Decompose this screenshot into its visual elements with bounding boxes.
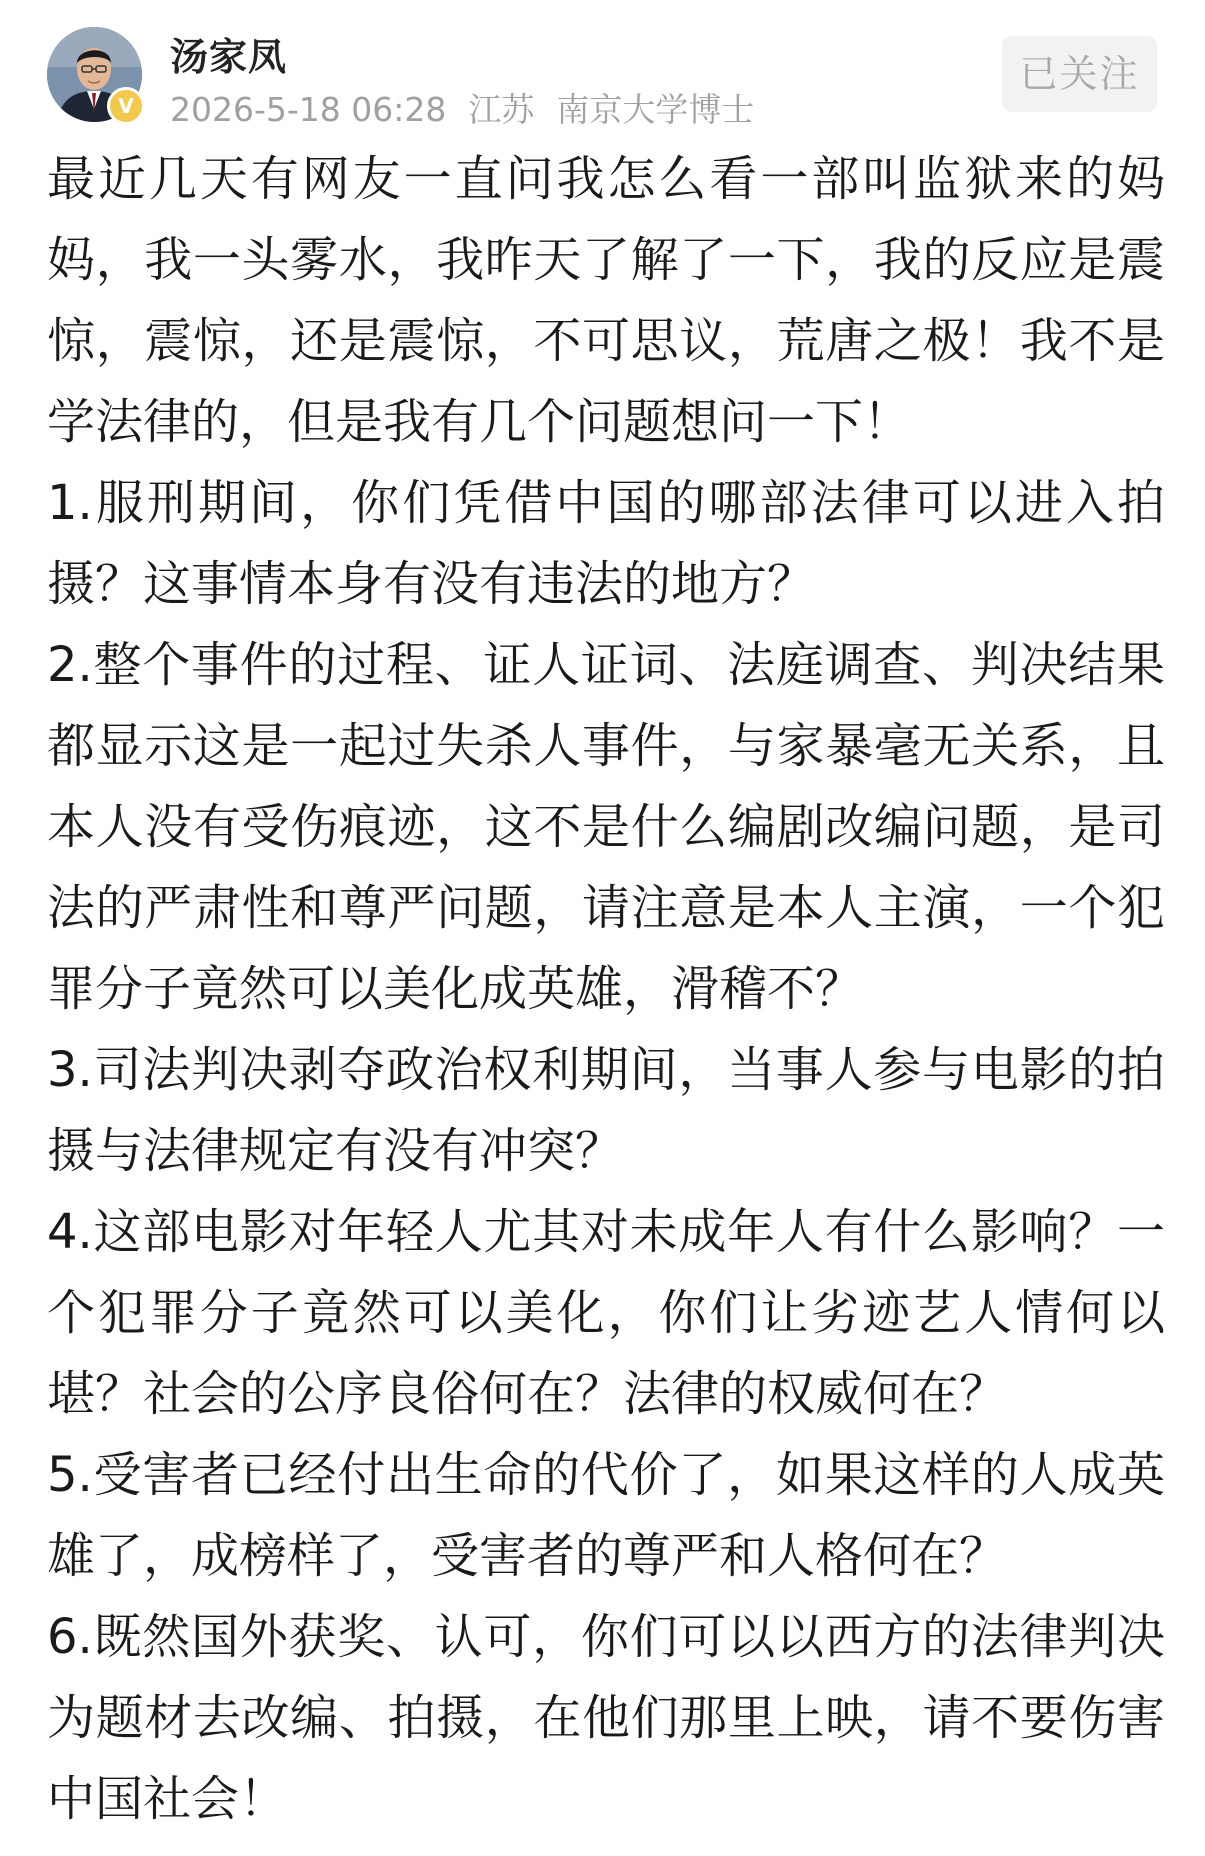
follow-button[interactable]: 已关注: [1002, 36, 1157, 112]
post-paragraph-4: 4.这部电影对年轻人尤其对未成年人有什么影响？一个犯罪分子竟然可以美化，你们让劣迹艺人情何以堪？社会的公序良俗何在？法律的权威何在？: [47, 1204, 1165, 1422]
post-location: 江苏: [468, 90, 535, 129]
post-meta: [170, 84, 776, 131]
author-name[interactable]: 汤家凤: [170, 35, 288, 79]
post-paragraph-5: 5.受害者已经付出生命的代价了，如果这样的人成英雄了，成榜样了，受害者的尊严和人格何在？: [47, 1447, 1165, 1584]
post-paragraph-2: 2.整个事件的过程、证人证词、法庭调查、判决结果都显示这是一起过失杀人事件，与家暴毫无关系，且本人没有受伤痕迹，这不是什么编剧改编问题，是司法的严肃性和尊严问题，请注意是本人主演，一个犯罪分子竟然可以美化成英雄，滑稽不？: [47, 637, 1165, 1017]
post-paragraph-3: 3.司法判决剥夺政治权利期间，当事人参与电影的拍摄与法律规定有没有冲突？: [47, 1042, 1165, 1179]
verified-badge-icon: V: [107, 87, 145, 125]
author-title: 南京大学博士: [556, 90, 755, 129]
post-header: [0, 0, 1205, 140]
post-paragraph-6: 6.既然国外获奖、认可，你们可以以西方的法律判决为题材去改编、拍摄，在他们那里上映，请不要伤害中国社会！: [47, 1609, 1165, 1827]
post-body: [47, 139, 1165, 1840]
post-paragraph-1: 1.服刑期间，你们凭借中国的哪部法律可以进入拍摄？这事情本身有没有违法的地方？: [47, 475, 1165, 612]
post-date: 2026-5-18 06:28: [170, 90, 447, 129]
post-paragraph-intro: 最近几天有网友一直问我怎么看一部叫监狱来的妈妈，我一头雾水，我昨天了解了一下，我的反应是震惊，震惊，还是震惊，不可思议，荒唐之极！我不是学法律的，但是我有几个问题想问一下！: [47, 151, 1165, 450]
